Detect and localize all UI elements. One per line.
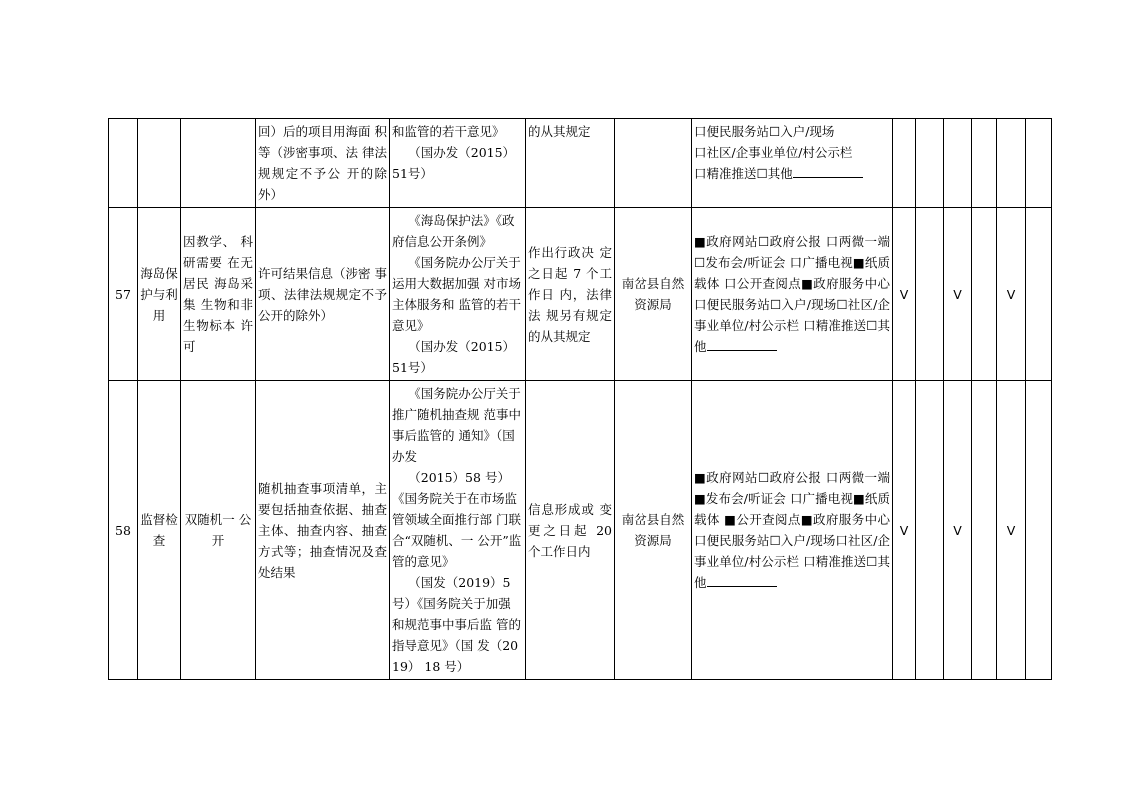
mark-cell bbox=[893, 119, 916, 208]
time-limit-cell: 作出行政决 定之日起 7 个工作日 内，法律法 规另有规定的从其规定 bbox=[526, 208, 615, 381]
item-cell: 因教学、 科研需要 在无居民 海岛采集 生物和非 生物标本 许可 bbox=[181, 208, 256, 381]
basis-line: （2015）58 号）《国务院关于在市场监 管领域全面推行部 门联合“双随机、一 公开”监管的意见》 bbox=[392, 470, 522, 569]
basis-line: 和监管的若干意见》 bbox=[392, 124, 505, 139]
mark-cell bbox=[916, 208, 944, 381]
row-number: 57 bbox=[109, 208, 138, 381]
channels-text: ■政府网站☐政府公报 口两微一端■发布会/听证会 口广播电视■纸质载体 ■公开查阅点■政府服务中心 口便民服务站☐入户/现场口社区/企事业单位/村公示栏 口精准推送☐其他 bbox=[694, 470, 890, 590]
mark-cell: V bbox=[997, 381, 1026, 680]
category-cell: 监督检查 bbox=[138, 381, 181, 680]
basis-line: （国办发（2015） 51号） bbox=[392, 145, 516, 181]
basis-line: 《国务院办公厅关于运用大数据加强 对市场主体服务和 监管的若干意见》 bbox=[392, 255, 521, 333]
channels-line bbox=[694, 163, 890, 184]
mark-cell bbox=[972, 208, 997, 381]
underline-blank bbox=[707, 575, 777, 587]
mark-cell bbox=[916, 119, 944, 208]
channels-line: 口便民服务站☐入户/现场 bbox=[694, 124, 835, 139]
basis-cell bbox=[390, 208, 526, 381]
disclosure-table bbox=[108, 118, 1052, 680]
basis-cell bbox=[390, 381, 526, 680]
content-cell: 回）后的项目用海面 积等（涉密事项、法 律法规规定不予公 开的除外） bbox=[256, 119, 390, 208]
channels-text: 口精准推送☐其他 bbox=[694, 166, 793, 181]
underline-blank bbox=[793, 166, 863, 178]
item-cell: 双随机一 公开 bbox=[181, 381, 256, 680]
subject-cell bbox=[615, 119, 692, 208]
mark-cell bbox=[972, 381, 997, 680]
mark-cell bbox=[916, 381, 944, 680]
mark-cell bbox=[1026, 119, 1052, 208]
channels-cell bbox=[692, 119, 893, 208]
basis-line: （国办发（2015） 51号） bbox=[392, 339, 516, 375]
row-number: 58 bbox=[109, 381, 138, 680]
mark-cell: V bbox=[997, 208, 1026, 381]
time-limit-cell: 的从其规定 bbox=[526, 119, 615, 208]
underline-blank bbox=[707, 339, 777, 351]
category-cell bbox=[138, 119, 181, 208]
content-cell: 随机抽查事项清单，主要包括抽查依据、抽查主体、抽查内容、抽查方式等；抽查情况及查处结果 bbox=[256, 381, 390, 680]
mark-cell bbox=[972, 119, 997, 208]
table-row bbox=[109, 119, 1052, 208]
table-row bbox=[109, 381, 1052, 680]
mark-cell bbox=[997, 119, 1026, 208]
mark-cell bbox=[944, 119, 972, 208]
mark-cell: V bbox=[893, 208, 916, 381]
channels-line: 口社区/企事业单位/村公示栏 bbox=[694, 145, 853, 160]
mark-cell bbox=[1026, 208, 1052, 381]
table-row bbox=[109, 208, 1052, 381]
channels-cell bbox=[692, 208, 893, 381]
content-cell: 许可结果信息（涉密 事项、法律法规规定不予公开的除外） bbox=[256, 208, 390, 381]
basis-line: 《国务院办公厅关于推广随机抽查规 范事中事后监管的 通知》（国办发 bbox=[392, 386, 521, 464]
mark-cell: V bbox=[893, 381, 916, 680]
mark-cell bbox=[1026, 381, 1052, 680]
subject-cell: 南岔县自然资源局 bbox=[615, 381, 692, 680]
basis-line: （国发（2019）5 号）《国务院关于加强 和规范事中事后监 管的指导意见》（国 发（2019） 18 号） bbox=[392, 575, 521, 674]
basis-cell bbox=[390, 119, 526, 208]
time-limit-cell: 信息形成或 变更之日起 20 个工作日内 bbox=[526, 381, 615, 680]
mark-cell: V bbox=[944, 381, 972, 680]
channels-text: ■政府网站☐政府公报 口两微一端☐发布会/听证会 口广播电视■纸质载体 口公开查阅点■政府服务中心 口便民服务站☐入户/现场☐社区/企事业单位/村公示栏 口精准推送☐其他 bbox=[694, 234, 890, 354]
mark-cell: V bbox=[944, 208, 972, 381]
category-cell: 海岛保护与利用 bbox=[138, 208, 181, 381]
item-cell bbox=[181, 119, 256, 208]
channels-cell bbox=[692, 381, 893, 680]
basis-line: 《海岛保护法》《政府信息公开条例》 bbox=[392, 213, 515, 249]
subject-cell: 南岔县自然资源局 bbox=[615, 208, 692, 381]
row-number bbox=[109, 119, 138, 208]
